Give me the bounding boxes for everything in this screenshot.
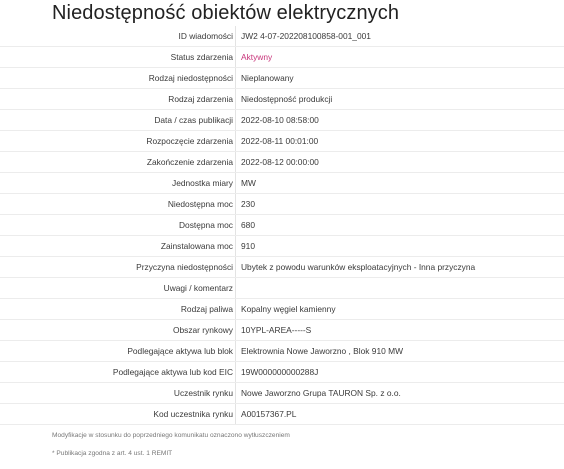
row-value: Nieplanowany: [241, 73, 294, 83]
row-value: 230: [241, 199, 255, 209]
table-row: [0, 404, 564, 425]
table-row: [0, 131, 564, 152]
table-row: [0, 173, 564, 194]
row-label: Podlegające aktywa lub kod EIC: [112, 367, 233, 377]
table-row: [0, 299, 564, 320]
row-divider: [235, 215, 236, 235]
row-label: Zakończenie zdarzenia: [146, 157, 233, 167]
row-divider: [235, 404, 236, 424]
table-row: [0, 110, 564, 131]
status-value: Aktywny: [241, 52, 273, 62]
table-row: [0, 362, 564, 383]
row-label: ID wiadomości: [178, 31, 233, 41]
row-value: MW: [241, 178, 256, 188]
table-row: [0, 26, 564, 47]
row-label: Uwagi / komentarz: [163, 283, 233, 293]
row-divider: [235, 131, 236, 151]
row-label: Rozpoczęcie zdarzenia: [146, 136, 233, 146]
row-divider: [235, 299, 236, 319]
row-label: Kod uczestnika rynku: [153, 409, 233, 419]
row-value: Kopalny węgiel kamienny: [241, 304, 336, 314]
row-divider: [235, 383, 236, 403]
row-value: Elektrownia Nowe Jaworzno , Blok 910 MW: [241, 346, 403, 356]
table-row: [0, 383, 564, 404]
row-divider: [235, 152, 236, 172]
remit-note: * Publikacja zgodna z art. 4 ust. 1 REMIT: [52, 450, 173, 457]
row-label: Status zdarzenia: [170, 52, 233, 62]
row-value: 680: [241, 220, 255, 230]
row-label: Niedostępna moc: [167, 199, 233, 209]
row-value: Ubytek z powodu warunków eksploatacyjnych - Inna przyczyna: [241, 262, 476, 272]
row-label: Rodzaj niedostępności: [148, 73, 233, 83]
row-divider: [235, 278, 236, 298]
row-label: Uczestnik rynku: [173, 388, 233, 398]
row-value: 19W000000000288J: [241, 367, 319, 377]
row-divider: [235, 89, 236, 109]
row-value: 2022-08-12 00:00:00: [241, 157, 319, 167]
row-divider: [235, 257, 236, 277]
row-value: 2022-08-11 00:01:00: [241, 136, 319, 146]
row-value: JW2 4-07-202208100858-001_001: [241, 31, 371, 41]
row-value: 910: [241, 241, 255, 251]
table-row: [0, 341, 564, 362]
row-divider: [235, 194, 236, 214]
page-title: Niedostępność obiektów elektrycznych: [52, 2, 400, 24]
table-row: [0, 320, 564, 341]
details-table: [0, 26, 564, 425]
row-label: Obszar rynkowy: [172, 325, 233, 335]
row-divider: [235, 110, 236, 130]
row-divider: [235, 173, 236, 193]
table-row: [0, 257, 564, 278]
row-label: Zainstalowana moc: [160, 241, 233, 251]
row-divider: [235, 362, 236, 382]
row-label: Rodzaj zdarzenia: [168, 94, 233, 104]
row-value: A00157367.PL: [241, 409, 297, 419]
table-row: [0, 215, 564, 236]
row-divider: [235, 47, 236, 67]
modification-note: Modyfikacje w stosunku do poprzedniego komunikatu oznaczono wytłuszczeniem: [52, 432, 290, 439]
table-row: [0, 47, 564, 68]
row-divider: [235, 26, 236, 46]
row-value: 2022-08-10 08:58:00: [241, 115, 319, 125]
table-row: [0, 89, 564, 110]
table-row: [0, 236, 564, 257]
row-divider: [235, 341, 236, 361]
row-label: Data / czas publikacji: [154, 115, 233, 125]
row-value: Niedostępność produkcji: [241, 94, 333, 104]
row-divider: [235, 68, 236, 88]
row-label: Podlegające aktywa lub blok: [127, 346, 233, 356]
table-row: [0, 68, 564, 89]
row-label: Dostępna moc: [179, 220, 233, 230]
table-row: [0, 152, 564, 173]
row-divider: [235, 320, 236, 340]
row-label: Przyczyna niedostępności: [136, 262, 233, 272]
row-label: Jednostka miary: [172, 178, 233, 188]
table-row: [0, 194, 564, 215]
row-value: Nowe Jaworzno Grupa TAURON Sp. z o.o.: [241, 388, 401, 398]
row-divider: [235, 236, 236, 256]
row-label: Rodzaj paliwa: [180, 304, 233, 314]
row-value: 10YPL-AREA-----S: [241, 325, 312, 335]
table-row: [0, 278, 564, 299]
